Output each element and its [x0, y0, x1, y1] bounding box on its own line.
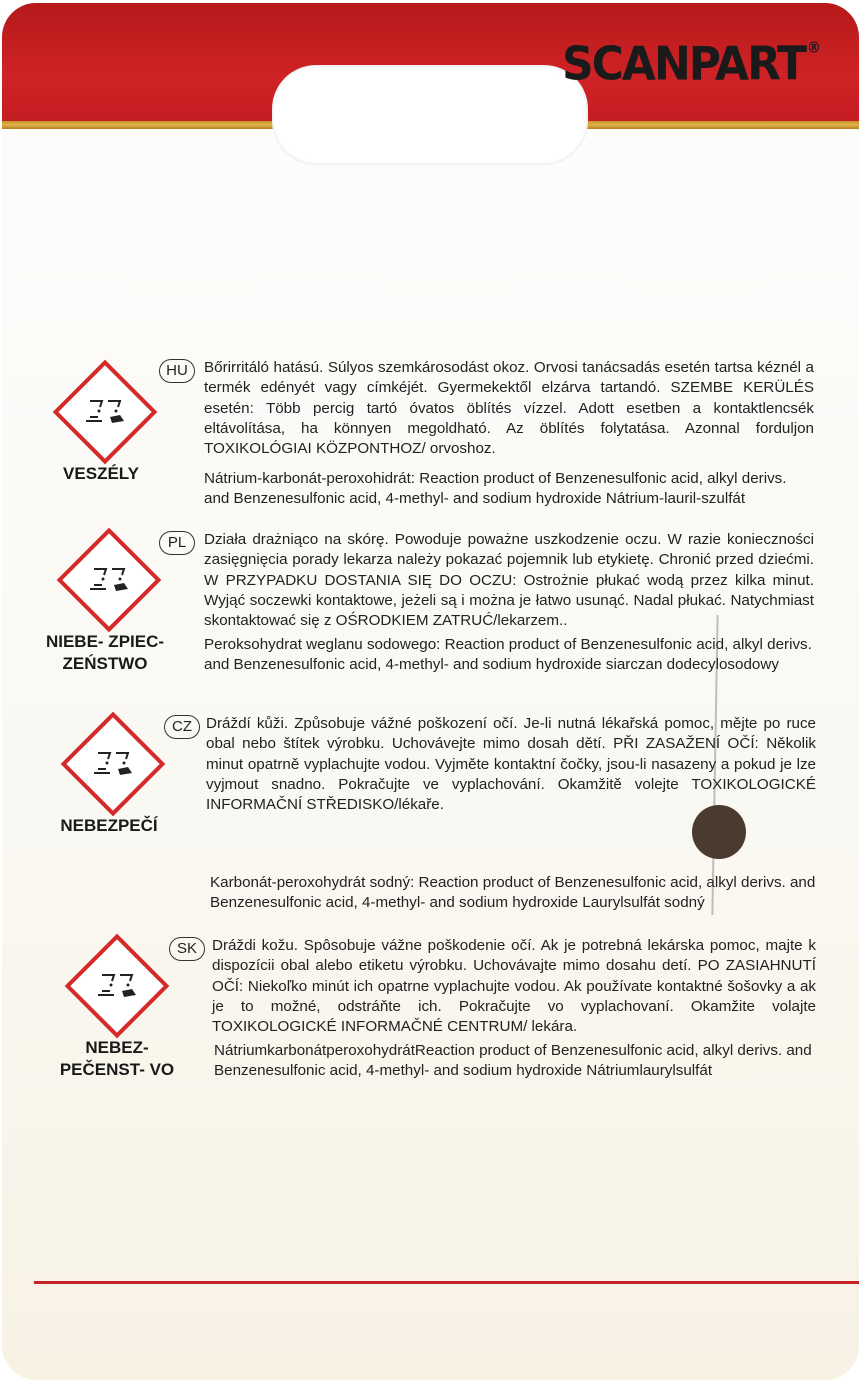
lang-badge-sk: SK — [169, 937, 205, 961]
ingredients-cz: Karbonát-peroxohydrát sodný: Reaction product of Benzenesulfonic acid, alkyl derivs. and Benzenesulfonic acid, 4-methyl- and sodium hydroxide Laurylsulfát sodný — [210, 874, 816, 912]
punch-dot — [692, 805, 746, 859]
signal-word: VESZÉLY — [63, 464, 139, 483]
corrosion-icon — [57, 528, 162, 633]
corrosion-icon — [53, 360, 158, 465]
lang-badge-cz: CZ — [164, 715, 200, 739]
corrosion-icon — [65, 934, 170, 1039]
signal-word: NIEBE- ZPIEC- ZEŃSTWO — [45, 632, 165, 673]
ingredients-sk: NátriumkarbonátperoxohydrátReaction product of Benzenesulfonic acid, alkyl derivs. and Benzenesulfonic acid, 4-methyl- and sodium hydroxide Nátriumlaurylsulfát — [214, 1042, 812, 1080]
signal-word: NEBEZPEČÍ — [60, 816, 158, 835]
hazard-text-cz: Dráždí kůži. Způsobuje vážné poškození očí. Je-li nutná lékařská pomoc, mějte po ruce obal nebo štítek výrobku. Uchovávejte mimo dosah dětí. PŘI ZASAŽENÍ OČÍ: Několik minut opatrně vyplachujte vodou. Vyjměte kontaktní čočky, jsou-li nasazeny a pokud je lze vyjmout snadno. Pokračujte ve vyplachování. Okamžitě volejte TOXIKOLOGICKÉ INFORMAČNÍ STŘEDISKO/lékaře. — [206, 715, 816, 814]
brand-logo: SCANPART ® — [561, 37, 821, 92]
packaging-card — [2, 3, 859, 1380]
hang-hole — [272, 65, 588, 165]
hazard-text-pl: Działa drażniąco na skórę. Powoduje poważne uszkodzenie oczu. W razie konieczności zasięgnięcia porady lekarza należy pokazać pojemnik lub etykietę. Chronić przed dziećmi. W PRZYPADKU DOSTANIA SIĘ DO OCZU: Ostrożnie płukać wodą przez kilka minut. Wyjąć soczewki kontaktowe, jeżeli są i można je łatwo usunąć. Nadal płukać. Natychmiast skontaktować się z OŚRODKIEM ZATRUĆ/lekarzem.. — [204, 531, 814, 630]
lang-badge-hu: HU — [159, 359, 195, 383]
hazard-text-sk: Dráždi kožu. Spôsobuje vážne poškodenie očí. Ak je potrebná lekárska pomoc, majte k dispozícii obal alebo etiketu výrobku. Uchovávajte mimo dosahu detí. PO ZASIAHNUTÍ OČÍ: Niekoľko minút ich opatrne vyplachujte vodou. Ak používate kontaktné šošovky a ak je to možné, odstráňte ich. Pokračujte vo vyplachovaní. Okamžite volajte TOXIKOLOGICKÉ INFORMAČNÉ CENTRUM/ lekára. — [212, 937, 816, 1036]
corrosion-icon — [61, 712, 166, 817]
bottom-red-line — [34, 1281, 859, 1284]
hazard-text-hu: Bőrirritáló hatású. Súlyos szemkárosodást okoz. Orvosi tanácsadás esetén tartsa kéznél a termék edényét vagy címkéjét. Gyermekektől elzárva tartandó. SZEMBE KERÜLÉS esetén: Több percig tartó óvatos öblítés vízzel. Adott esetben a kontaktlencsék eltávolítása, ha könnyen megoldható. Az öblítés folytatása. Azonnal forduljon TOXIKOLÓGIAI KÖZPONTHOZ/ orvoshoz. — [204, 359, 814, 458]
ingredients-hu: Nátrium-karbonát-peroxohidrát: Reaction product of Benzenesulfonic acid, alkyl derivs. and Benzenesulfonic acid, 4-methyl- and sodium hydroxide Nátrium-lauril-szulfát — [204, 470, 787, 508]
ingredients-pl: Peroksohydrat weglanu sodowego: Reaction product of Benzenesulfonic acid, alkyl derivs. and Benzenesulfonic acid, 4-methyl- and sodium hydroxide siarczan dodecylosodowy — [204, 636, 812, 674]
signal-word: NEBEZ- PEČENST- VO — [59, 1038, 175, 1079]
lang-badge-pl: PL — [159, 531, 195, 555]
